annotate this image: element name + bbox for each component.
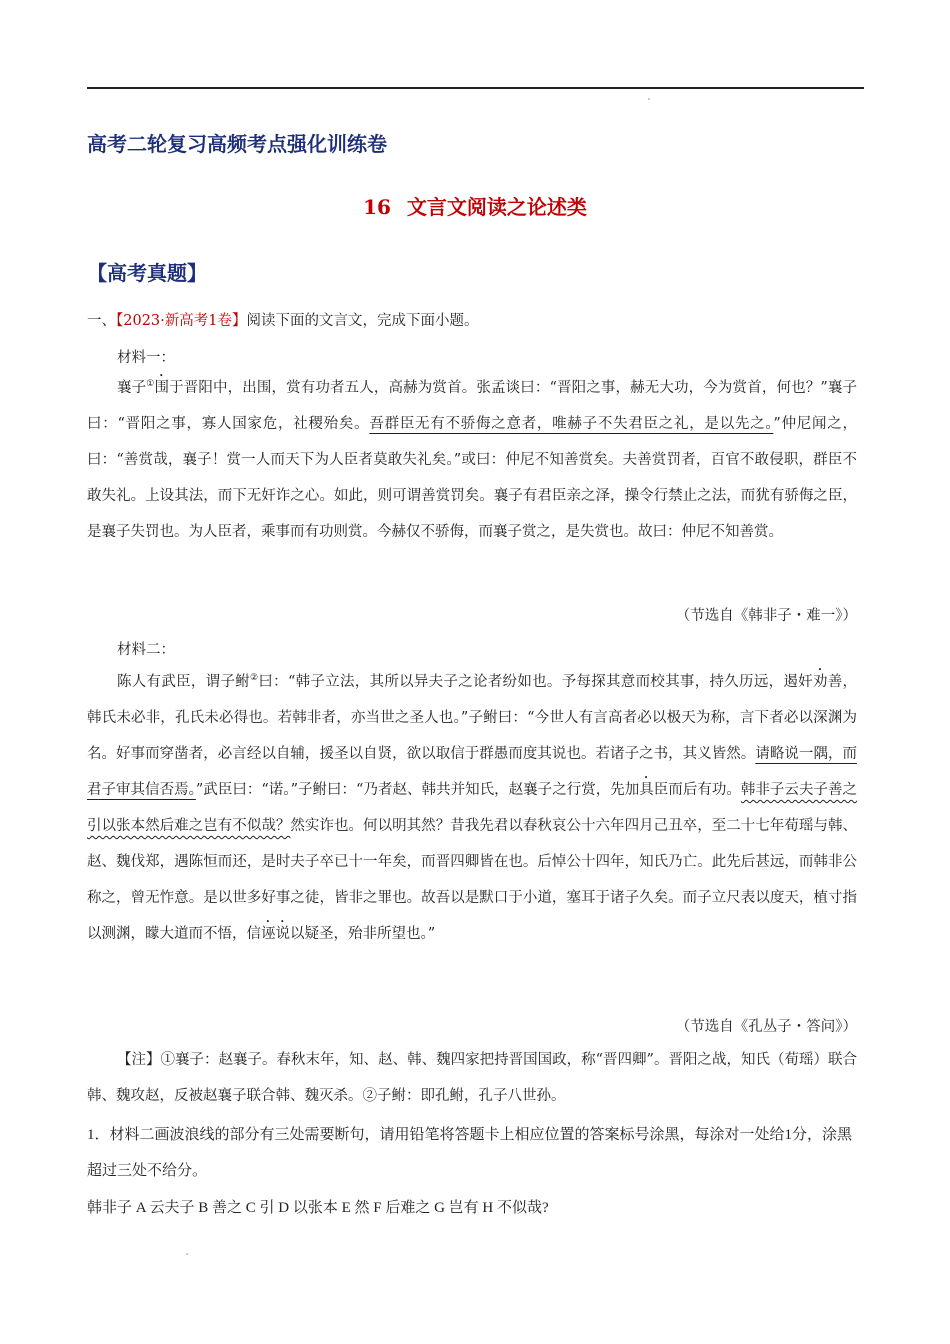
m2-seg-7: 以疑圣，殆非所望也。”	[290, 926, 436, 942]
chapter-title	[0, 191, 950, 220]
m2-underlined-sentence: 请略说一隅，而君子审其信否焉。	[87, 746, 858, 798]
footer-dot	[186, 1253, 188, 1255]
m2-wavy-sentence: 韩非子云夫子善之引以张本然后难之岂有不似哉？	[87, 782, 857, 834]
m2-dotted-chars-3: 诬说	[261, 926, 290, 942]
header-rule	[87, 87, 864, 89]
question-prefix: 一、	[87, 313, 116, 329]
question-1-sentence: 韩非子 A 云夫子 B 善之 C 引 D 以张本 E 然 F 后难之 G 岂有 H 不似哉?	[87, 1200, 549, 1216]
m1-seg-1: 襄子	[117, 380, 147, 396]
m2-seg-3: 善，韩氏未必非，孔氏未必得也。若韩非者，亦当世之圣人也。”子鲋曰：“今世人有言高者必以极天为称，言下者必以深渊为名。好事而穿凿者，必言经以自辅，援圣以自贤，欲以取信于群愚而度其说也。若诸子之书，其义皆然。	[87, 674, 858, 762]
chapter-name: 文言文阅读之论述类	[406, 195, 587, 219]
question-1-text: 1．材料二画波浪线的部分有三处需要断句，请用铅笔将答题卡上相应位置的答案标号涂黑，每涂对一处给1分，涂黑超过三处不给分。	[87, 1127, 853, 1179]
m1-seg-2: 于晋阳中，出围，赏有功者五人，高赫为赏首。张孟谈曰：“晋阳之事，赫无大功，今为赏首，何也？”襄子曰：“晋阳之事，寡人国家危，社稷殆矣。	[87, 380, 858, 432]
note-label: 【注】	[117, 1052, 161, 1068]
m2-seg-6: 然实诈也。何以明其然？昔我先君以春秋哀公十六年四月己丑卒，至二十七年荀瑶与韩、赵、魏伐郑，遇陈恒而还，是时夫子卒已十一年矣，而晋四卿皆在也。后悼公十四年，知氏乃亡。此先后甚远，而韩非公称之，曾无怍意。是以世多好事之徒，皆非之罪也。故吾以是默口于小道，塞耳于诸子久矣。而子立尺表以度天，植寸指以测渊，矇大道而不悟，信	[87, 818, 857, 942]
material1-text	[87, 370, 857, 550]
m2-note-mark: ②	[250, 673, 259, 684]
m2-seg-1: 陈人有武臣，谓子鲋	[117, 674, 251, 690]
m2-seg-5: 臣而后有功。	[653, 782, 741, 798]
material2-source: （节选自《孔丛子・答问》）	[675, 1019, 857, 1035]
material1-source: （节选自《韩非子・难一》）	[675, 608, 857, 624]
material2-text	[87, 664, 857, 952]
m2-dotted-char-1: 劝	[812, 674, 828, 690]
question-instruction: 阅读下面的文言文，完成下面小题。	[246, 313, 479, 329]
m2-seg-2: 曰：“韩子立法，其所以异夫子之论者纷如也。予每探其意而校其事，持久历远，遏奸	[258, 674, 813, 690]
question-intro	[87, 309, 479, 330]
annotation-note	[87, 1042, 857, 1114]
m1-note-mark: ①	[146, 379, 155, 390]
header-dot	[648, 98, 650, 100]
material1-label: 材料一：	[117, 350, 175, 366]
document-title: 高考二轮复习高频考点强化训练卷	[87, 132, 387, 156]
m2-dotted-char-2: 具	[639, 782, 654, 798]
material2-label: 材料二：	[117, 642, 175, 658]
m1-seg-3: ”仲尼闻之，曰：“善赏哉，襄子！赏一人而天下为人臣者莫敢失礼矣。”或曰：仲尼不知善赏矣。夫善赏罚者，百官不敢侵职，群臣不敢失礼。上设其法，而下无奸诈之心。如此，则可谓善赏罚矣。襄子有君臣亲之泽，操令行禁止之法，而犹有骄侮之臣，是襄子失罚也。为人臣者，乘事而有功则赏。今赫仅不骄侮，而襄子赏之，是失赏也。故曰：仲尼不知善赏。	[87, 416, 858, 540]
question-source: 【2023·新高考1卷】	[116, 313, 247, 329]
m2-seg-4: ”武臣曰：“诺。”子鲋曰：“乃者赵、韩共并知氏，赵襄子之行赏，先加	[195, 782, 640, 798]
section-heading: 【高考真题】	[87, 261, 207, 285]
m1-dotted-char: 围	[154, 380, 170, 396]
chapter-number: 16	[363, 195, 391, 219]
note-text: ①襄子：赵襄子。春秋末年，知、赵、韩、魏四家把持晋国国政，称“晋四卿”。晋阳之战，知氏（荀瑶）联合韩、魏攻赵，反被赵襄子联合韩、魏灭杀。②子鲋：即孔鲋，孔子八世孙。	[87, 1052, 857, 1104]
m1-underlined-sentence: 吾群臣无有不骄侮之意者，唯赫子不失君臣之礼，是以先之。	[369, 416, 774, 432]
